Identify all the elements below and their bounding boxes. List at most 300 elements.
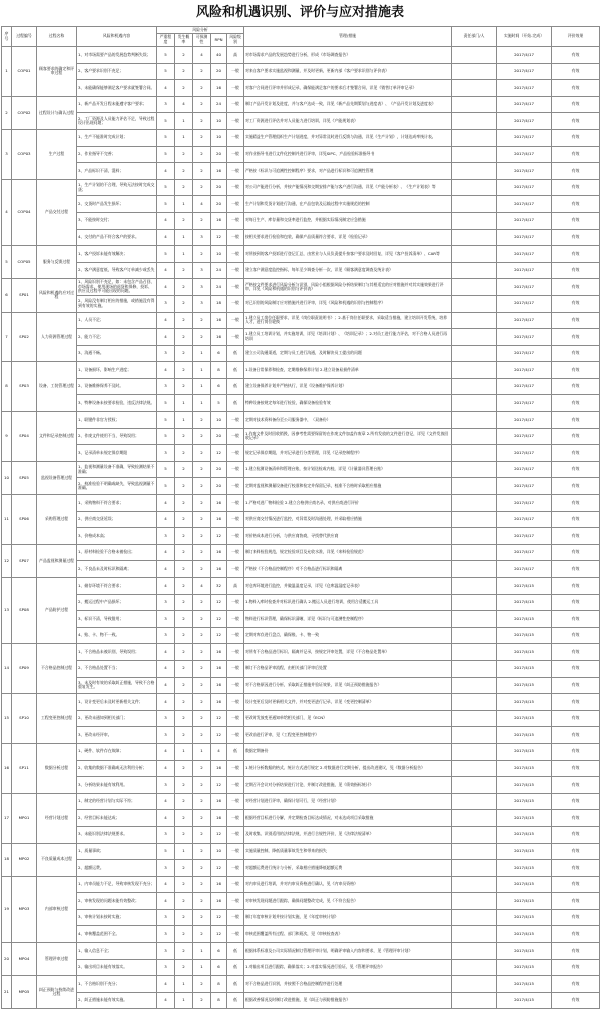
- risk-level: 一般: [227, 262, 244, 279]
- table-row: [2, 594, 600, 611]
- risk-content: 2、作废文件使用不当，导致误用；: [77, 428, 157, 445]
- risk-content: 2、不合格品处置不当；: [77, 660, 157, 677]
- occurrence-value: 2: [175, 727, 193, 744]
- measure-text: 1.建立员工岗位任职要求，详见《岗位职责说明书》；2.基于岗位任职要求，采取适当措施，建立培训开发系统，培养人才，进行岗位轮换: [244, 312, 452, 329]
- occurrence-value: 2: [175, 80, 193, 97]
- rpn-value: 24: [211, 279, 227, 296]
- risk-level: 一般: [227, 212, 244, 229]
- detection-value: 3: [193, 262, 211, 279]
- detection-value: 2: [193, 976, 211, 993]
- rpn-value: 16: [211, 760, 227, 777]
- occurrence-value: 2: [175, 179, 193, 196]
- evaluation-result: 有效: [552, 478, 600, 495]
- table-row: [2, 146, 600, 163]
- implementation-time: 2017/4/17: [497, 212, 552, 229]
- process-code: SP10: [12, 694, 37, 744]
- process-code: MP02: [12, 843, 37, 876]
- detection-value: 1: [193, 743, 211, 760]
- implementation-time: 2017/4/17: [497, 511, 552, 528]
- risk-level: 一般: [227, 179, 244, 196]
- rpn-value: 8: [211, 992, 227, 1009]
- severity-value: 4: [157, 212, 175, 229]
- implementation-time: 2017/4/17: [497, 412, 552, 429]
- responsible-dept: [452, 943, 497, 960]
- row-number: 6: [2, 279, 12, 312]
- severity-value: 3: [157, 909, 175, 926]
- risk-content: 2、客户满意度低，导致客户订单减少或丢失: [77, 262, 157, 279]
- risk-table: [1, 26, 600, 1009]
- detection-value: 2: [193, 660, 211, 677]
- responsible-dept: [452, 644, 497, 661]
- measure-text: 制订不合格品评审流程，由相关部门评审后处置: [244, 660, 452, 677]
- measure-text: 审核范围覆盖所有过程、部门和班次，见《审核检查表》: [244, 926, 452, 943]
- risk-content: 2、工厂资源及人员能力评估不足，导致过程设计出现问题；: [77, 113, 157, 130]
- risk-content: 1、质量事故；: [77, 843, 157, 860]
- table-row: [2, 544, 600, 561]
- risk-content: 3、未能确保能够满足客户要求就签署合同。: [77, 80, 157, 97]
- risk-content: 3、沟通不畅。: [77, 345, 157, 362]
- evaluation-result: 有效: [552, 63, 600, 80]
- rpn-value: 10: [211, 129, 227, 146]
- evaluation-result: 有效: [552, 345, 600, 362]
- responsible-dept: [452, 312, 497, 329]
- risk-content: 4、审核覆盖范围不全。: [77, 926, 157, 943]
- risk-level: 一般: [227, 843, 244, 860]
- table-row: [2, 279, 600, 296]
- process-name: 过程设计与确认过程: [37, 96, 77, 129]
- risk-content: 2、作业指导不完善；: [77, 146, 157, 163]
- risk-content: 1、对市场需要产品的发展趋势判断失误；: [77, 47, 157, 64]
- rpn-value: 32: [211, 578, 227, 595]
- process-name: 设备、工装管理过程: [37, 362, 77, 412]
- process-name: 风险和机遇的应对过程: [37, 279, 77, 312]
- severity-value: 5: [157, 196, 175, 213]
- risk-content: 1、硬件、软件存在故障；: [77, 743, 157, 760]
- occurrence-value: 2: [175, 146, 193, 163]
- table-row: [2, 412, 600, 429]
- evaluation-result: 有效: [552, 694, 600, 711]
- process-name: 服务与反馈过程: [37, 246, 77, 279]
- row-number: 14: [2, 644, 12, 694]
- severity-value: 3: [157, 860, 175, 877]
- severity-value: 5: [157, 461, 175, 478]
- occurrence-value: 1: [175, 976, 193, 993]
- occurrence-value: 2: [175, 461, 193, 478]
- implementation-time: 2017/4/17: [497, 179, 552, 196]
- implementation-time: 2017/4/17: [497, 495, 552, 512]
- table-row: [2, 677, 600, 694]
- risk-content: 4、交付的产品不符合客户的要求。: [77, 229, 157, 246]
- risk-level: 一般: [227, 495, 244, 512]
- detection-value: 2: [193, 909, 211, 926]
- evaluation-result: 有效: [552, 113, 600, 130]
- table-row: [2, 843, 600, 860]
- measure-text: 对公司产能进行分析，并按产能情况和交期安排产能与客户进行沟通，详见《产能分析表》、《生产计划表》等: [244, 179, 452, 196]
- table-row: [2, 362, 600, 379]
- process-code: COP04: [12, 179, 37, 245]
- occurrence-value: 2: [175, 611, 193, 628]
- risk-level: 高: [227, 578, 244, 595]
- occurrence-value: 2: [175, 627, 193, 644]
- row-number: 18: [2, 843, 12, 876]
- row-number: 17: [2, 793, 12, 843]
- implementation-time: 2017/4/17: [497, 528, 552, 545]
- table-row: [2, 710, 600, 727]
- implementation-time: 2017/4/17: [497, 146, 552, 163]
- table-row: [2, 196, 600, 213]
- risk-content: 2、收集的数据不准确或无法利用分析；: [77, 760, 157, 777]
- risk-level: 一般: [227, 511, 244, 528]
- implementation-time: 2017/4/17: [497, 279, 552, 296]
- table-row: [2, 329, 600, 346]
- table-row: [2, 976, 600, 993]
- responsible-dept: [452, 578, 497, 595]
- severity-value: 3: [157, 594, 175, 611]
- occurrence-value: 1: [175, 229, 193, 246]
- detection-value: 2: [193, 445, 211, 462]
- occurrence-value: 1: [175, 129, 193, 146]
- risk-content: 2、超额运费。: [77, 860, 157, 877]
- detection-value: 2: [193, 478, 211, 495]
- row-number: 5: [2, 246, 12, 279]
- implementation-time: 2017/4/17: [497, 63, 552, 80]
- risk-content: 1、人员不足；: [77, 312, 157, 329]
- severity-value: 3: [157, 627, 175, 644]
- detection-value: 2: [193, 511, 211, 528]
- occurrence-value: 4: [175, 96, 193, 113]
- risk-content: 1、联键件非官方授权；: [77, 412, 157, 429]
- responsible-dept: [452, 279, 497, 296]
- risk-table-body: [2, 47, 600, 1009]
- process-code: SP08: [12, 578, 37, 644]
- risk-level: 一般: [227, 810, 244, 827]
- implementation-time: 2017/4/17: [497, 428, 552, 445]
- evaluation-result: 有效: [552, 826, 600, 843]
- header-detection: 可探测性: [193, 34, 211, 47]
- implementation-time: 2017/4/15: [497, 793, 552, 810]
- risk-level: 一般: [227, 129, 244, 146]
- measure-text: 对工厂资源进行评估并对人员能力进行培训，详见《产能规划表》: [244, 113, 452, 130]
- table-row: [2, 246, 600, 263]
- rpn-value: 16: [211, 561, 227, 578]
- table-row: [2, 860, 600, 877]
- rpn-value: 12: [211, 926, 227, 943]
- rpn-value: 6: [211, 959, 227, 976]
- risk-level: 一般: [227, 644, 244, 661]
- implementation-time: 2017/4/15: [497, 777, 552, 794]
- severity-value: 4: [157, 229, 175, 246]
- evaluation-result: 有效: [552, 727, 600, 744]
- risk-level: 一般: [227, 594, 244, 611]
- risk-level: 一般: [227, 163, 244, 180]
- evaluation-result: 有效: [552, 843, 600, 860]
- implementation-time: 2017/4/15: [497, 594, 552, 611]
- risk-content: 1、采购物料不符合要求；: [77, 495, 157, 512]
- measure-text: 对不合格品进行识别，并按照不合格品控制程序进行处理: [244, 976, 452, 993]
- risk-content: 3、记录清单未规定保存期限: [77, 445, 157, 462]
- rpn-value: 12: [211, 528, 227, 545]
- occurrence-value: 2: [175, 561, 193, 578]
- rpn-value: 24: [211, 96, 227, 113]
- occurrence-value: 2: [175, 428, 193, 445]
- evaluation-result: 有效: [552, 312, 600, 329]
- severity-value: 4: [157, 495, 175, 512]
- occurrence-value: 1: [175, 196, 193, 213]
- table-row: [2, 445, 600, 462]
- risk-level: 一般: [227, 727, 244, 744]
- risk-content: 1、设备损坏，影响生产进度；: [77, 362, 157, 379]
- implementation-time: 2017/4/15: [497, 943, 552, 960]
- responsible-dept: [452, 959, 497, 976]
- evaluation-result: 有效: [552, 212, 600, 229]
- measure-text: 对所有不合格品进行标识、隔离并记录，按规定评审处置，详见《不合格品处置单》: [244, 644, 452, 661]
- risk-level: 一般: [227, 627, 244, 644]
- implementation-time: 2017/4/17: [497, 246, 552, 263]
- implementation-time: 2017/4/17: [497, 362, 552, 379]
- detection-value: 2: [193, 312, 211, 329]
- responsible-dept: [452, 246, 497, 263]
- occurrence-value: 2: [175, 810, 193, 827]
- responsible-dept: [452, 710, 497, 727]
- risk-content: 3、标识不清，导致错用；: [77, 611, 157, 628]
- severity-value: 4: [157, 262, 175, 279]
- detection-value: 2: [193, 876, 211, 893]
- risk-level: 一般: [227, 760, 244, 777]
- severity-value: 3: [157, 528, 175, 545]
- severity-value: 5: [157, 412, 175, 429]
- evaluation-result: 有效: [552, 561, 600, 578]
- severity-value: 3: [157, 926, 175, 943]
- severity-value: 4: [157, 793, 175, 810]
- risk-level: 低: [227, 976, 244, 993]
- header-evaluation: 评价效果: [552, 27, 600, 47]
- detection-value: 2: [193, 63, 211, 80]
- process-name: 经营计划过程: [37, 793, 77, 843]
- rpn-value: 12: [211, 826, 227, 843]
- detection-value: 3: [193, 295, 211, 312]
- evaluation-result: 有效: [552, 909, 600, 926]
- occurrence-value: 2: [175, 777, 193, 794]
- rpn-value: 16: [211, 80, 227, 97]
- table-row: [2, 262, 600, 279]
- risk-level: 一般: [227, 893, 244, 910]
- rpn-value: 10: [211, 843, 227, 860]
- occurrence-value: 2: [175, 694, 193, 711]
- row-number: 4: [2, 179, 12, 245]
- rpn-value: 16: [211, 212, 227, 229]
- evaluation-result: 有效: [552, 611, 600, 628]
- table-row: [2, 561, 600, 578]
- severity-value: 5: [157, 47, 175, 64]
- detection-value: 2: [193, 544, 211, 561]
- detection-value: 2: [193, 113, 211, 130]
- table-row: [2, 312, 600, 329]
- evaluation-result: 有效: [552, 660, 600, 677]
- risk-content: 1、内审员能力不足，导致审核发现不充分；: [77, 876, 157, 893]
- occurrence-value: 2: [175, 63, 193, 80]
- risk-content: 3、特种设备未按要求检验，违反法律法规。: [77, 395, 157, 412]
- responsible-dept: [452, 777, 497, 794]
- rpn-value: 12: [211, 860, 227, 877]
- table-row: [2, 660, 600, 677]
- occurrence-value: 2: [175, 362, 193, 379]
- header-dept: 责任部门/人: [452, 27, 497, 47]
- occurrence-value: 2: [175, 876, 193, 893]
- detection-value: 2: [193, 810, 211, 827]
- severity-value: 3: [157, 959, 175, 976]
- table-row: [2, 909, 600, 926]
- severity-value: 4: [157, 810, 175, 827]
- evaluation-result: 有效: [552, 860, 600, 877]
- rpn-value: 10: [211, 246, 227, 263]
- severity-value: 3: [157, 445, 175, 462]
- severity-value: 4: [157, 511, 175, 528]
- evaluation-result: 有效: [552, 329, 600, 346]
- measure-text: 1.严格对进厂物料检验 2.建立合格供应商名录，对供应商进行评价: [244, 495, 452, 512]
- responsible-dept: [452, 395, 497, 412]
- risk-level: 一般: [227, 428, 244, 445]
- occurrence-value: 2: [175, 909, 193, 926]
- detection-value: 2: [193, 843, 211, 860]
- severity-value: 4: [157, 976, 175, 993]
- table-row: [2, 495, 600, 512]
- occurrence-value: 2: [175, 511, 193, 528]
- rpn-value: 16: [211, 893, 227, 910]
- process-code: MP04: [12, 943, 37, 976]
- implementation-time: 2017/4/15: [497, 876, 552, 893]
- severity-value: 4: [157, 578, 175, 595]
- process-name: 内部审核过程: [37, 876, 77, 942]
- rpn-value: 20: [211, 196, 227, 213]
- occurrence-value: 2: [175, 926, 193, 943]
- implementation-time: 2017/4/15: [497, 677, 552, 694]
- severity-value: 5: [157, 428, 175, 445]
- responsible-dept: [452, 412, 497, 429]
- table-row: [2, 627, 600, 644]
- responsible-dept: [452, 495, 497, 512]
- risk-content: 2、纠正措施未能有效实施。: [77, 992, 157, 1009]
- severity-value: 5: [157, 129, 175, 146]
- risk-level: 一般: [227, 677, 244, 694]
- implementation-time: 2017/4/15: [497, 644, 552, 661]
- process-name: 产品防护过程: [37, 578, 77, 644]
- detection-value: 2: [193, 179, 211, 196]
- severity-value: 4: [157, 362, 175, 379]
- severity-value: 4: [157, 644, 175, 661]
- measure-text: 按相关要求进行检验和包装，确保产品质量符合要求，详见《检验记录》: [244, 229, 452, 246]
- implementation-time: 2017/4/15: [497, 860, 552, 877]
- occurrence-value: 2: [175, 329, 193, 346]
- risk-level: 一般: [227, 611, 244, 628]
- measure-text: 更改前进行评审，见《工程变更控制程序》: [244, 727, 452, 744]
- measure-text: 根据经营目标进行分解，并定期检查目标达成情况，对未达成项目采取措施: [244, 810, 452, 827]
- occurrence-value: 2: [175, 644, 193, 661]
- process-code: MP05: [12, 976, 37, 1009]
- evaluation-result: 有效: [552, 378, 600, 395]
- implementation-time: 2017/4/15: [497, 893, 552, 910]
- table-row: [2, 80, 600, 97]
- rpn-value: 20: [211, 478, 227, 495]
- table-row: [2, 163, 600, 180]
- occurrence-value: 2: [175, 660, 193, 677]
- rpn-value: 12: [211, 611, 227, 628]
- table-row: [2, 611, 600, 628]
- process-name: 产品交付过程: [37, 179, 77, 245]
- row-number: 1: [2, 47, 12, 97]
- risk-content: 3、未及时有效的采取纠正措施，导致不合格重复发生。: [77, 677, 157, 694]
- severity-value: 3: [157, 943, 175, 960]
- evaluation-result: 有效: [552, 229, 600, 246]
- table-row: [2, 810, 600, 827]
- detection-value: 2: [193, 412, 211, 429]
- measure-text: 更改时发放变更通知单给相关部门，见《ECN》: [244, 710, 452, 727]
- risk-level: 一般: [227, 229, 244, 246]
- risk-content: 1、生产计划的不合理，导致无法按时完成交货；: [77, 179, 157, 196]
- evaluation-result: 有效: [552, 893, 600, 910]
- risk-level: 高: [227, 47, 244, 64]
- responsible-dept: [452, 727, 497, 744]
- severity-value: 4: [157, 677, 175, 694]
- rpn-value: 20: [211, 146, 227, 163]
- risk-content: 1、原材料检验不合格未被检出；: [77, 544, 157, 561]
- occurrence-value: 2: [175, 677, 193, 694]
- detection-value: 2: [193, 677, 211, 694]
- header-measures: 管理/措施: [244, 27, 452, 47]
- evaluation-result: 有效: [552, 395, 600, 412]
- measure-text: 对来自客户要求实施监视和测量，并及时更新，更新内部《客户要求识别与评价表》: [244, 63, 452, 80]
- risk-level: 一般: [227, 445, 244, 462]
- process-name: 顾客要求的确定和评审过程: [37, 47, 77, 97]
- row-number: 21: [2, 976, 12, 1009]
- row-number: 11: [2, 495, 12, 545]
- evaluation-result: 有效: [552, 992, 600, 1009]
- measure-text: 及时收集、识别适用的法律法规，并进行合规性评价，见《法律法规清单》: [244, 826, 452, 843]
- responsible-dept: [452, 378, 497, 395]
- measure-text: 1.建立员工培训计划，并实施培训，详见《培训计划》、《培训记录》；2.对员工进行能力评估，对不合格人员进行再培训: [244, 329, 452, 346]
- row-number: 16: [2, 743, 12, 793]
- rpn-value: 12: [211, 594, 227, 611]
- measure-text: 对价格成本进行分析，与供应商协商，寻找替代供应商: [244, 528, 452, 545]
- responsible-dept: [452, 743, 497, 760]
- detection-value: 3: [193, 279, 211, 296]
- detection-value: 2: [193, 495, 211, 512]
- risk-level: 低: [227, 345, 244, 362]
- table-row: [2, 893, 600, 910]
- rpn-value: 6: [211, 345, 227, 362]
- rpn-value: 20: [211, 179, 227, 196]
- implementation-time: 2017/4/17: [497, 544, 552, 561]
- risk-level: 一般: [227, 196, 244, 213]
- evaluation-result: 有效: [552, 262, 600, 279]
- rpn-value: 4: [211, 743, 227, 760]
- risk-level: 一般: [227, 478, 244, 495]
- implementation-time: 2017/4/17: [497, 461, 552, 478]
- responsible-dept: [452, 810, 497, 827]
- measure-text: 物料进行标识管理，确保标识清晰，详见《标识与可追溯性控制程序》: [244, 611, 452, 628]
- risk-level: 一般: [227, 63, 244, 80]
- occurrence-value: 1: [175, 113, 193, 130]
- measure-text: 生产计划和发货计划进行沟通，在产品包装及运输过程中实施规范的控制: [244, 196, 452, 213]
- responsible-dept: [452, 212, 497, 229]
- measure-text: 特种设备按规定每年进行检验，确保设备检验有效: [244, 395, 452, 412]
- severity-value: 4: [157, 992, 175, 1009]
- row-number: 7: [2, 312, 12, 362]
- header-severity: 严重程度: [157, 34, 175, 47]
- implementation-time: 2017/4/17: [497, 312, 552, 329]
- row-number: 15: [2, 694, 12, 744]
- measure-text: 对已识别的风险制订应对措施并进行评审，详见《风险和机遇的识别与控制程序》: [244, 295, 452, 312]
- measure-text: 建立客户满意度监控指标，每年至少调查分析一次，详见《顾客满意度调查及统计表》: [244, 262, 452, 279]
